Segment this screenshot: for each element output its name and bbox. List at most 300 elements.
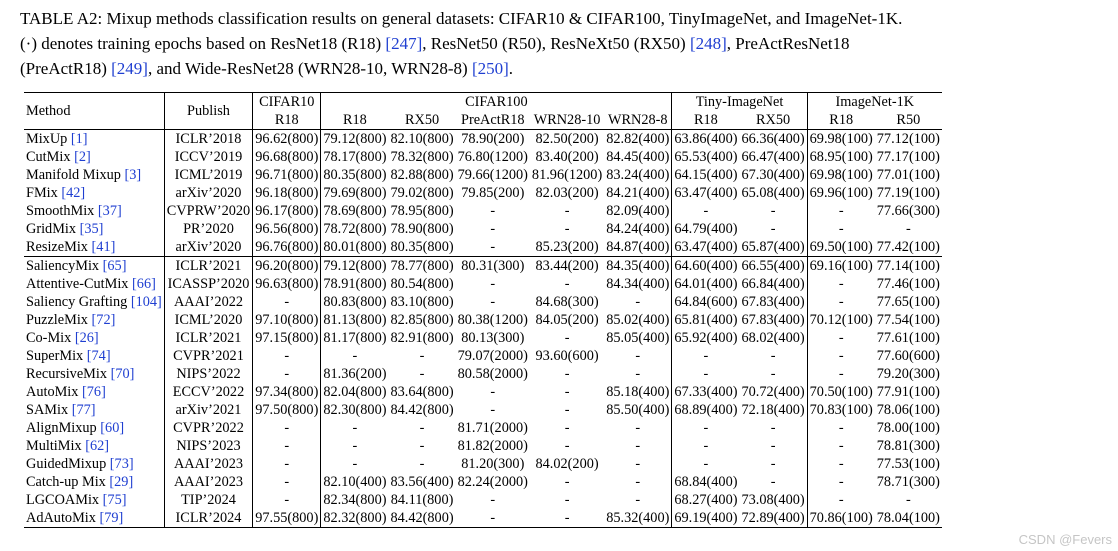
result-cell: 65.08(400) <box>741 185 805 201</box>
result-cell: - <box>672 202 740 220</box>
method-name <box>24 383 164 401</box>
result-cell: 72.18(400) <box>741 402 805 418</box>
result-cell: - <box>770 438 776 454</box>
table-row <box>24 293 942 311</box>
citation-250[interactable]: [250] <box>471 59 509 78</box>
result-cell: 84.34(400) <box>606 276 670 292</box>
method-name <box>24 509 164 528</box>
result-cell: 79.85(200) <box>461 185 525 201</box>
result-cell: - <box>807 419 875 437</box>
result-cell: 83.64(800) <box>390 384 454 400</box>
subheader-col: RX50 <box>388 111 455 130</box>
publish-venue: CVPR’2022 <box>164 419 252 437</box>
result-cell: - <box>807 455 875 473</box>
result-cell: 84.11(800) <box>390 492 454 508</box>
publish-venue: ECCV’2022 <box>164 383 252 401</box>
result-cell: - <box>490 402 496 418</box>
result-cell: 84.42(800) <box>390 510 454 526</box>
result-cell: 79.69(800) <box>321 184 389 202</box>
result-cell: 82.32(800) <box>321 509 389 528</box>
method-name <box>24 311 164 329</box>
method-citation[interactable]: [104] <box>130 294 162 310</box>
citation-248[interactable]: [248] <box>689 34 727 53</box>
result-cell: 80.58(2000) <box>457 366 528 382</box>
result-cell: 78.71(300) <box>876 474 940 490</box>
result-cell: 85.05(400) <box>606 330 670 346</box>
table-row <box>24 184 942 202</box>
method-label: GridMix <box>26 221 80 237</box>
result-cell: 68.95(100) <box>807 148 875 166</box>
result-cell: - <box>635 420 641 436</box>
result-cell: 84.42(800) <box>390 402 454 418</box>
result-cell: 67.83(400) <box>741 294 805 310</box>
result-cell: 69.19(400) <box>672 509 740 528</box>
subheader-col: RX50 <box>740 111 808 130</box>
method-label: Attentive-CutMix <box>26 276 133 292</box>
method-name <box>24 257 164 276</box>
result-cell: 63.47(400) <box>672 184 740 202</box>
table-row <box>24 166 942 184</box>
result-cell: - <box>635 294 641 310</box>
method-citation[interactable]: [2] <box>74 149 91 165</box>
table-row <box>24 130 942 149</box>
method-name <box>24 275 164 293</box>
result-cell: - <box>490 276 496 292</box>
method-citation[interactable]: [79] <box>99 510 124 526</box>
result-cell: 82.85(800) <box>390 312 454 328</box>
result-cell: 78.95(800) <box>390 203 454 219</box>
result-cell: 63.86(400) <box>672 130 740 149</box>
result-cell: 77.54(100) <box>876 312 940 328</box>
result-cell: - <box>807 473 875 491</box>
method-name <box>24 347 164 365</box>
result-cell: - <box>564 492 570 508</box>
result-cell: - <box>770 456 776 472</box>
result-cell: 96.18(800) <box>253 184 321 202</box>
table-row <box>24 202 942 220</box>
result-cell: 83.24(400) <box>606 167 670 183</box>
subheader-col: PreActR18 <box>456 111 530 130</box>
result-cell: 78.90(800) <box>390 221 454 237</box>
result-cell: 79.02(800) <box>390 185 454 201</box>
result-cell: 64.01(400) <box>672 275 740 293</box>
method-label: SuperMix <box>26 348 87 364</box>
result-cell: - <box>419 420 425 436</box>
caption-line1: TABLE A2: Mixup methods classification results on general datasets: CIFAR10 & CIFAR100, TinyImageNet, and ImageNet-1K. <box>20 9 903 28</box>
result-cell: - <box>635 438 641 454</box>
header-group-imagenet-1k: ImageNet-1K <box>807 93 942 112</box>
publish-venue: ICASSP’2020 <box>164 275 252 293</box>
result-cell: 80.13(300) <box>461 330 525 346</box>
table-row <box>24 238 942 257</box>
result-cell: 65.92(400) <box>672 329 740 347</box>
method-citation[interactable]: [66] <box>132 276 156 292</box>
caption-line2a: (·) denotes training epochs based on ResNet18 (R18) <box>20 34 386 53</box>
method-citation[interactable]: [76] <box>82 384 106 400</box>
table-row <box>24 383 942 401</box>
result-cell: - <box>253 293 321 311</box>
result-cell: 79.20(300) <box>876 366 940 382</box>
method-citation[interactable]: [37] <box>97 203 122 219</box>
result-cell: 78.72(800) <box>321 220 389 238</box>
result-cell: 69.98(100) <box>807 166 875 184</box>
publish-venue: ICML’2020 <box>164 311 252 329</box>
result-cell: 82.82(400) <box>606 131 670 147</box>
result-cell: 70.50(100) <box>807 383 875 401</box>
method-citation[interactable]: [65] <box>102 258 127 274</box>
result-cell: 97.34(800) <box>253 383 321 401</box>
table-row <box>24 401 942 419</box>
publish-venue: arXiv’2020 <box>164 184 252 202</box>
result-cell: - <box>419 456 425 472</box>
result-cell: 78.81(300) <box>876 438 940 454</box>
method-citation[interactable]: [35] <box>79 221 104 237</box>
watermark: CSDN @Fevers <box>1018 532 1112 547</box>
result-cell: 84.45(400) <box>606 149 670 165</box>
result-cell: - <box>905 221 911 237</box>
result-cell: 93.60(600) <box>535 348 599 364</box>
result-cell: 63.47(400) <box>672 238 740 257</box>
result-cell: 78.77(800) <box>390 258 454 274</box>
publish-venue: ICML’2019 <box>164 166 252 184</box>
result-cell: - <box>807 202 875 220</box>
result-cell: - <box>253 437 321 455</box>
method-citation[interactable]: [72] <box>91 312 116 328</box>
method-name <box>24 202 164 220</box>
result-cell: 84.24(400) <box>606 221 670 237</box>
method-label: SaliencyMix <box>26 258 103 274</box>
result-cell: 79.07(2000) <box>457 348 528 364</box>
method-name <box>24 401 164 419</box>
table-row <box>24 419 942 437</box>
table-row <box>24 437 942 455</box>
result-cell: 84.21(400) <box>606 185 670 201</box>
method-label: ResizeMix <box>26 239 92 255</box>
result-cell: 80.31(300) <box>461 258 525 274</box>
result-cell: 96.71(800) <box>253 166 321 184</box>
method-name <box>24 419 164 437</box>
result-cell: 81.71(2000) <box>457 420 528 436</box>
result-cell: - <box>672 437 740 455</box>
table-row <box>24 473 942 491</box>
result-cell: - <box>635 366 641 382</box>
result-cell: 68.02(400) <box>741 330 805 346</box>
result-cell: 80.38(1200) <box>457 312 528 328</box>
result-cell: - <box>564 420 570 436</box>
result-cell: 96.68(800) <box>253 148 321 166</box>
method-citation[interactable]: [62] <box>85 438 110 454</box>
result-cell: - <box>807 347 875 365</box>
result-cell: 70.72(400) <box>741 384 805 400</box>
result-cell: 82.50(200) <box>535 131 599 147</box>
result-cell: 64.84(600) <box>672 293 740 311</box>
result-cell: - <box>807 275 875 293</box>
result-cell: 64.15(400) <box>672 166 740 184</box>
result-cell: - <box>635 492 641 508</box>
method-name <box>24 166 164 184</box>
method-label: GuidedMixup <box>26 456 110 472</box>
result-cell: - <box>564 384 570 400</box>
result-cell: - <box>807 329 875 347</box>
result-cell: 77.14(100) <box>876 258 940 274</box>
result-cell: 70.83(100) <box>807 401 875 419</box>
result-cell: 77.53(100) <box>876 456 940 472</box>
result-cell: 81.36(200) <box>321 365 389 383</box>
publish-venue: TIP’2024 <box>164 491 252 509</box>
table-row <box>24 148 942 166</box>
method-citation[interactable]: [1] <box>70 131 88 147</box>
method-name <box>24 329 164 347</box>
result-cell: 67.33(400) <box>672 383 740 401</box>
result-cell: - <box>419 348 425 364</box>
result-cell: - <box>672 455 740 473</box>
result-cell: 68.89(400) <box>672 401 740 419</box>
citation-247[interactable]: [247] <box>385 34 423 53</box>
method-citation[interactable]: [74] <box>86 348 111 364</box>
publish-venue: arXiv’2021 <box>164 401 252 419</box>
result-cell: - <box>672 347 740 365</box>
result-cell: - <box>253 365 321 383</box>
result-cell: 78.32(800) <box>390 149 454 165</box>
result-cell: - <box>564 330 570 346</box>
method-citation[interactable]: [75] <box>102 492 127 508</box>
result-cell: 66.55(400) <box>741 258 805 274</box>
publish-venue: arXiv’2020 <box>164 238 252 257</box>
result-cell: 69.98(100) <box>807 130 875 149</box>
result-cell: 97.10(800) <box>253 311 321 329</box>
caption-line3b: , and Wide-ResNet28 (WRN28-10, WRN28-8) <box>147 59 472 78</box>
result-cell: 84.05(200) <box>535 312 599 328</box>
publish-venue: AAAI’2023 <box>164 455 252 473</box>
citation-249[interactable]: [249] <box>111 59 148 78</box>
header-publish: Publish <box>164 93 252 130</box>
table-row <box>24 275 942 293</box>
result-cell: - <box>905 492 911 508</box>
result-cell: 80.54(800) <box>390 276 454 292</box>
result-cell: - <box>490 384 496 400</box>
result-cell: 96.62(800) <box>253 130 321 149</box>
publish-venue: NIPS’2023 <box>164 437 252 455</box>
result-cell: 83.10(800) <box>390 294 454 310</box>
result-cell: - <box>253 347 321 365</box>
result-cell: - <box>770 348 776 364</box>
result-cell: 77.91(100) <box>876 384 940 400</box>
result-cell: 78.00(100) <box>876 420 940 436</box>
method-label: Catch-up Mix <box>26 474 110 490</box>
result-cell: 97.50(800) <box>253 401 321 419</box>
result-cell: 67.83(400) <box>741 312 805 328</box>
subheader-col: R18 <box>253 111 321 130</box>
result-cell: 77.65(100) <box>876 294 940 310</box>
table-row <box>24 347 942 365</box>
method-label: Manifold Mixup <box>26 167 125 183</box>
result-cell: - <box>807 437 875 455</box>
result-cell: - <box>321 437 389 455</box>
result-cell: 81.17(800) <box>321 329 389 347</box>
table-row <box>24 455 942 473</box>
table-row <box>24 491 942 509</box>
result-cell: 67.30(400) <box>741 167 805 183</box>
subheader-col: WRN28-8 <box>604 111 672 130</box>
caption-line2b: , ResNet50 (R50), ResNeXt50 (RX50) <box>422 34 690 53</box>
result-cell: 66.36(400) <box>741 131 805 147</box>
result-cell: 84.35(400) <box>606 258 670 274</box>
table-body <box>24 130 942 528</box>
method-citation[interactable]: [73] <box>109 456 134 472</box>
result-cell: 69.96(100) <box>807 184 875 202</box>
result-cell: 68.84(400) <box>672 473 740 491</box>
method-name <box>24 437 164 455</box>
publish-venue: CVPRW’2020 <box>164 202 252 220</box>
result-cell: 72.89(400) <box>741 510 805 526</box>
result-cell: 68.27(400) <box>672 491 740 509</box>
result-cell: 84.87(400) <box>606 239 670 255</box>
result-cell: 81.20(300) <box>461 456 525 472</box>
result-cell: 80.83(800) <box>321 293 389 311</box>
publish-venue: ICCV’2019 <box>164 148 252 166</box>
result-cell: 65.81(400) <box>672 311 740 329</box>
result-cell: - <box>635 456 641 472</box>
result-cell: 85.23(200) <box>535 239 599 255</box>
publish-venue: PR’2020 <box>164 220 252 238</box>
method-label: AlignMixup <box>26 420 101 436</box>
result-cell: - <box>770 366 776 382</box>
method-label: SAMix <box>26 402 72 418</box>
result-cell: - <box>564 203 570 219</box>
result-cell: - <box>564 276 570 292</box>
method-name <box>24 130 164 149</box>
result-cell: - <box>253 473 321 491</box>
result-cell: 82.09(400) <box>606 203 670 219</box>
result-cell: 65.87(400) <box>741 239 805 255</box>
result-cell: 85.50(400) <box>606 402 670 418</box>
result-cell: 82.88(800) <box>390 167 454 183</box>
subheader-col: R18 <box>807 111 875 130</box>
result-cell: 82.10(800) <box>390 131 454 147</box>
method-name <box>24 473 164 491</box>
result-cell: - <box>564 366 570 382</box>
result-cell: 78.04(100) <box>876 510 940 526</box>
method-name <box>24 293 164 311</box>
result-cell: 80.35(800) <box>390 239 454 255</box>
result-cell: 83.44(200) <box>535 258 599 274</box>
result-cell: - <box>490 221 496 237</box>
method-label: LGCOAMix <box>26 492 103 508</box>
table-row <box>24 311 942 329</box>
result-cell: - <box>321 455 389 473</box>
method-name <box>24 148 164 166</box>
result-cell: 77.19(100) <box>876 185 940 201</box>
result-cell: 65.53(400) <box>672 148 740 166</box>
method-citation[interactable]: [29] <box>109 474 134 490</box>
result-cell: - <box>490 203 496 219</box>
table-row <box>24 509 942 528</box>
method-label: MultiMix <box>26 438 86 454</box>
result-cell: 70.12(100) <box>807 311 875 329</box>
result-cell: 82.91(800) <box>390 330 454 346</box>
result-cell: 96.63(800) <box>253 275 321 293</box>
result-cell: - <box>770 420 776 436</box>
result-cell: - <box>564 402 570 418</box>
method-citation[interactable]: [70] <box>110 366 135 382</box>
results-table <box>24 92 942 528</box>
method-label: AdAutoMix <box>26 510 100 526</box>
result-cell: - <box>490 294 496 310</box>
method-label: FMix <box>26 185 62 201</box>
result-cell: 82.03(200) <box>535 185 599 201</box>
result-cell: 66.84(400) <box>741 276 805 292</box>
result-cell: 82.34(800) <box>321 491 389 509</box>
method-citation[interactable]: [3] <box>124 167 142 183</box>
result-cell: 78.69(800) <box>321 202 389 220</box>
publish-venue: ICLR’2024 <box>164 509 252 528</box>
result-cell: 64.60(400) <box>672 257 740 276</box>
result-cell: 82.30(800) <box>321 401 389 419</box>
result-cell: 78.17(800) <box>321 148 389 166</box>
method-citation[interactable]: [42] <box>61 185 86 201</box>
result-cell: - <box>253 419 321 437</box>
result-cell: 81.13(800) <box>321 311 389 329</box>
table-row <box>24 257 942 276</box>
result-cell: - <box>770 203 776 219</box>
publish-venue: ICLR’2021 <box>164 329 252 347</box>
method-citation[interactable]: [26] <box>74 330 99 346</box>
result-cell: 80.01(800) <box>321 238 389 257</box>
result-cell: - <box>321 419 389 437</box>
result-cell: 78.90(200) <box>461 131 525 147</box>
result-cell: 85.18(400) <box>606 384 670 400</box>
method-citation[interactable]: [41] <box>91 239 116 255</box>
method-label: SmoothMix <box>26 203 98 219</box>
result-cell: 84.02(200) <box>535 456 599 472</box>
result-cell: 69.16(100) <box>807 257 875 276</box>
result-cell: 77.17(100) <box>876 149 940 165</box>
method-citation[interactable]: [60] <box>100 420 125 436</box>
method-label: AutoMix <box>26 384 83 400</box>
method-citation[interactable]: [77] <box>71 402 96 418</box>
subheader-col: R50 <box>875 111 942 130</box>
result-cell: 82.24(2000) <box>457 474 528 490</box>
result-cell: - <box>564 474 570 490</box>
result-cell: - <box>807 491 875 509</box>
result-cell: - <box>490 492 496 508</box>
method-name <box>24 365 164 383</box>
result-cell: 79.12(800) <box>321 130 389 149</box>
result-cell: 96.20(800) <box>253 257 321 276</box>
method-name <box>24 238 164 257</box>
caption-line3a: (PreActR18) <box>20 59 112 78</box>
table-caption <box>20 6 1105 81</box>
result-cell: - <box>672 365 740 383</box>
caption-line2c: , PreActResNet18 <box>726 34 850 53</box>
publish-venue: CVPR’2021 <box>164 347 252 365</box>
result-cell: - <box>490 239 496 255</box>
method-name <box>24 491 164 509</box>
method-label: CutMix <box>26 149 75 165</box>
publish-venue: ICLR’2018 <box>164 130 252 149</box>
result-cell: 77.42(100) <box>876 239 940 255</box>
result-cell: 66.47(400) <box>741 149 805 165</box>
result-cell: 77.60(600) <box>876 348 940 364</box>
method-label: Co-Mix <box>26 330 75 346</box>
method-label: Saliency Grafting <box>26 294 131 310</box>
method-name <box>24 184 164 202</box>
result-cell: - <box>564 438 570 454</box>
result-cell: 83.40(200) <box>535 149 599 165</box>
header-group-cifar100: CIFAR100 <box>321 93 672 112</box>
result-cell: 82.10(400) <box>321 473 389 491</box>
result-cell: 85.02(400) <box>606 312 670 328</box>
